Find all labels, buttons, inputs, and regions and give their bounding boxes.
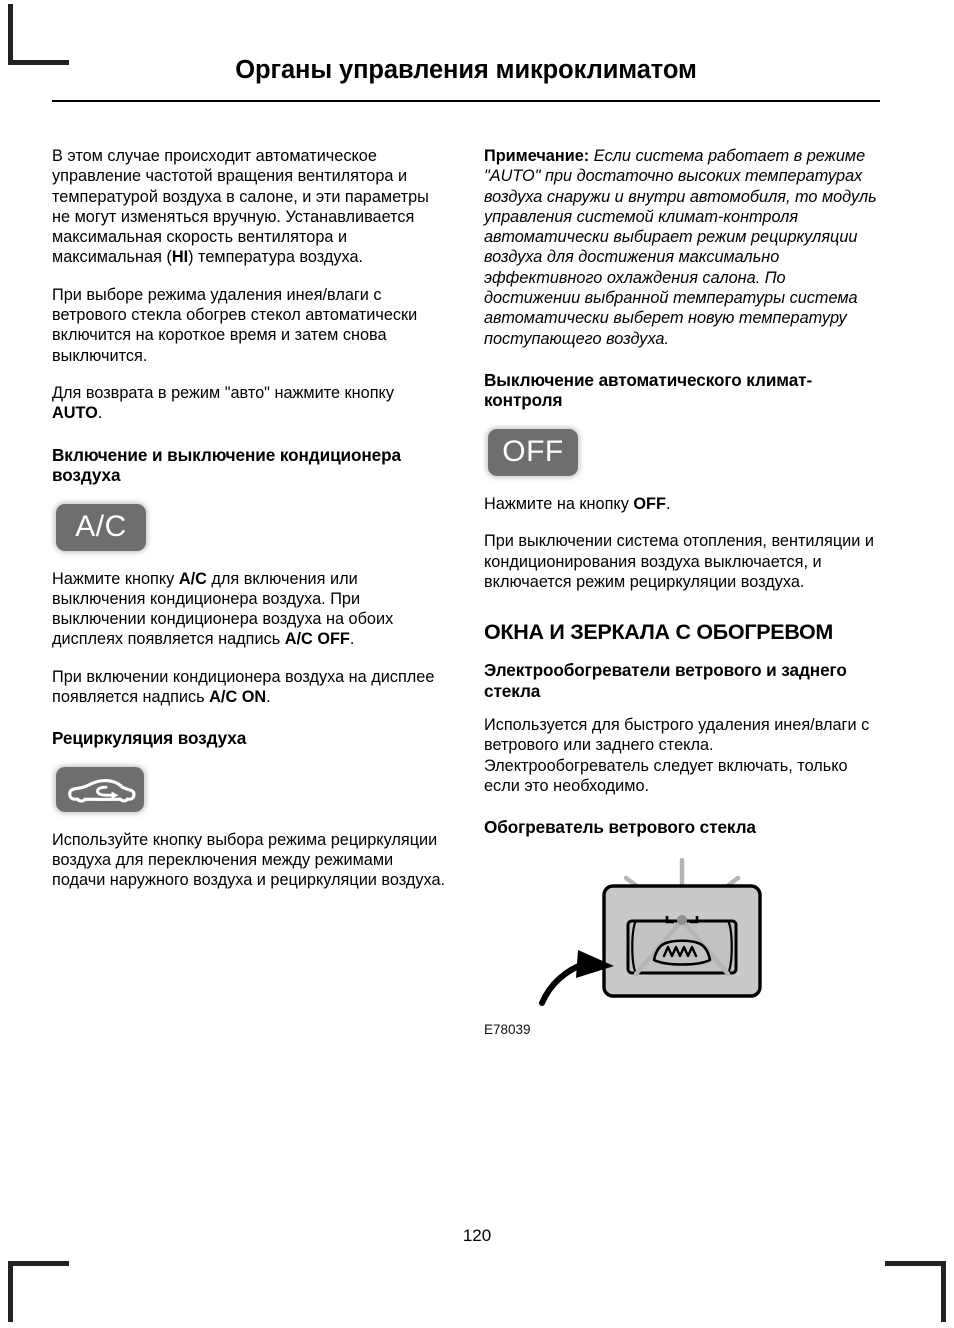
paragraph-press-off xyxy=(484,494,880,514)
heading-windshield-heater: Обогреватель ветрового стекла xyxy=(484,817,756,838)
text-run: Для возврата в режим "авто" нажмите кнопку xyxy=(52,383,394,402)
paragraph-heater-usage: Используется для быстрого удаления инея/влаги с ветрового или заднего стекла. Электрообогреватель следует включать, только если это необходимо. xyxy=(484,716,870,796)
ac-button-label: A/C xyxy=(75,510,127,544)
page-number: 120 xyxy=(462,1226,492,1245)
text-run: . xyxy=(349,630,355,649)
paragraph-recirc-usage: Используйте кнопку выбора режима рециркуляции воздуха для переключения между режимами подачи наружного воздуха и рециркуляции воздуха. xyxy=(52,830,446,890)
paragraph-ac-on xyxy=(52,667,448,708)
text-run: В этом случае происходит автоматическое управление частотой вращения вентилятора и температурой воздуха в салоне, и эти параметры не могут изменяться вручную. Устанавливается максимальная скорость вентилятора и максимальная ( xyxy=(52,147,429,267)
heading-ac-on-off: Включение и выключение кондиционера воздуха xyxy=(52,444,402,486)
text-run: . xyxy=(665,494,671,513)
left-column xyxy=(52,146,448,1038)
ac-button-icon[interactable] xyxy=(56,504,146,551)
right-column xyxy=(484,146,880,1038)
header-divider xyxy=(52,100,880,102)
bold-hi: HI xyxy=(171,248,189,267)
text-run: для включения или выключения кондиционера воздуха. При выключении кондиционера воздуха на обоих дисплеях появляется надпись xyxy=(52,569,394,649)
paragraph-ac-usage xyxy=(52,569,448,650)
page-header xyxy=(52,55,880,102)
crop-mark-bottom-left xyxy=(8,1261,69,1322)
page-footer xyxy=(0,1226,954,1246)
text-run: При включении кондиционера воздуха на дисплее появляется надпись xyxy=(52,667,435,707)
note-paragraph xyxy=(484,146,880,349)
text-run: Нажмите на кнопку xyxy=(484,494,634,513)
heading-auto-climate-off: Выключение автоматического климат-контроля xyxy=(484,369,813,411)
bold-off: OFF xyxy=(633,494,666,513)
bold-ac-off: A/C OFF xyxy=(284,630,350,649)
heading-heated-windows-mirrors: ОКНА И ЗЕРКАЛА С ОБОГРЕВОМ xyxy=(484,620,834,645)
paragraph-defrost-mode: При выборе режима удаления инея/влаги с ветрового стекла обогрев стекол автоматически включится на короткое время и затем снова выключится. xyxy=(52,285,418,365)
figure-label: E78039 xyxy=(484,1021,531,1037)
text-run: Нажмите кнопку xyxy=(52,569,179,588)
content-columns xyxy=(52,146,880,1038)
heading-electric-heaters: Электрообогреватели ветрового и заднего стекла xyxy=(484,660,847,701)
windshield-defrost-figure xyxy=(484,858,880,1038)
heading-air-recirculation: Рециркуляция воздуха xyxy=(52,728,247,749)
paragraph-auto-control xyxy=(52,146,448,268)
bold-ac: A/C xyxy=(178,569,207,588)
off-button-label: OFF xyxy=(502,435,564,469)
recirculation-car-glyph xyxy=(56,767,144,812)
text-run: . xyxy=(266,688,271,707)
note-label: Примечание: xyxy=(484,147,590,165)
page-title: Органы управления микроклиматом xyxy=(235,56,697,84)
bold-auto: AUTO xyxy=(52,404,98,423)
off-button-icon[interactable] xyxy=(488,429,578,476)
crop-mark-bottom-right xyxy=(885,1261,946,1322)
text-run: . xyxy=(97,404,103,423)
text-run: ) температура воздуха. xyxy=(188,248,364,267)
paragraph-off-effect: При выключении система отопления, вентиляции и кондиционирования воздуха выключается, и включается режим рециркуляции воздуха. xyxy=(484,532,874,591)
windshield-defrost-switch-illustration xyxy=(484,858,880,1018)
bold-ac-on: A/C ON xyxy=(209,688,267,707)
note-body: Если система работает в режиме "AUTO" при достаточно высоких температурах воздуха снаружи и внутри автомобиля, то модуль управления системой климат-контроля автоматически выбирает режим рециркуляции воздуха для достижения максимально эффективного охлаждения салона. По достижении выбранной температуры система автоматически выберет новую температуру поступающего воздуха. xyxy=(484,147,877,348)
air-recirculation-icon[interactable] xyxy=(56,767,144,812)
paragraph-return-auto xyxy=(52,383,448,424)
